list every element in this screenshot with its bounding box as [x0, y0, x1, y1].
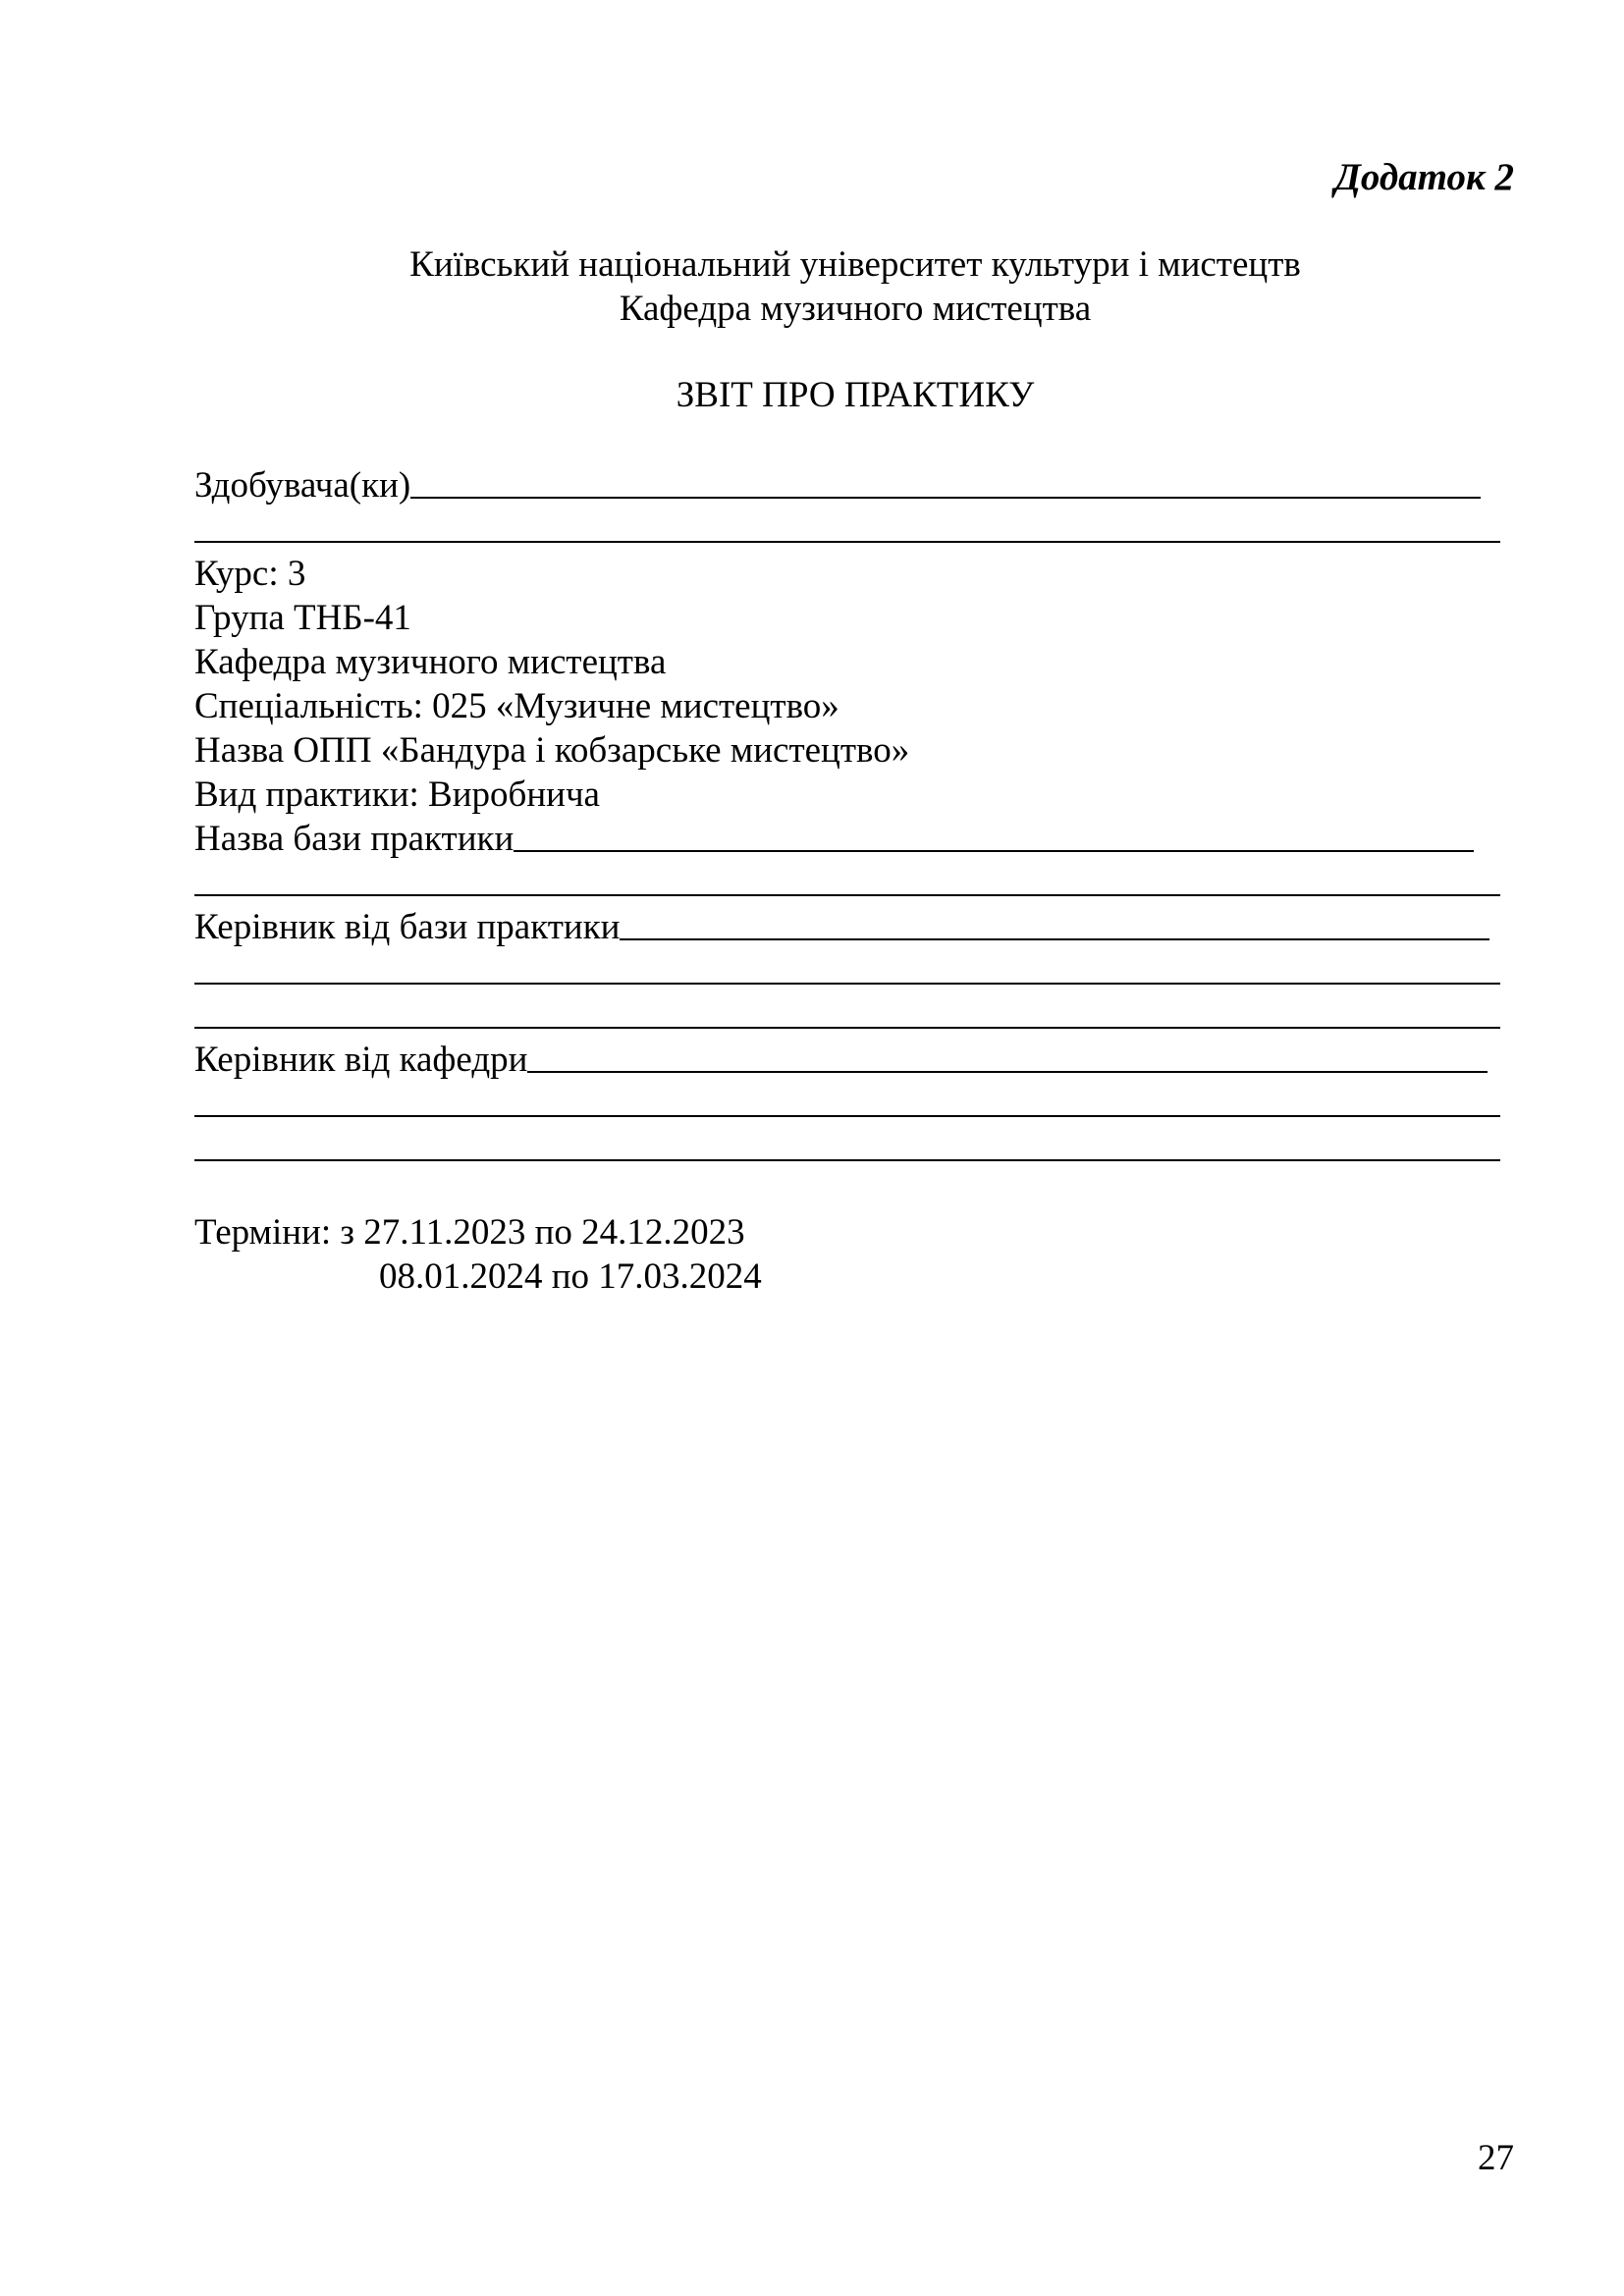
practice-type-text: Вид практики: Виробнича — [194, 774, 600, 815]
department-name: Кафедра музичного мистецтва — [619, 289, 1092, 329]
group-text: Група ТНБ-41 — [194, 598, 411, 638]
base-supervisor-field — [194, 905, 1516, 949]
base-supervisor-label: Керівник від бази практики — [194, 907, 621, 947]
specialty-text: Спеціальність: 025 «Музичне мистецтво» — [194, 686, 839, 726]
department-supervisor-field — [194, 1038, 1516, 1082]
department-text: Кафедра музичного мистецтва — [194, 642, 667, 682]
practice-base-field — [194, 817, 1516, 861]
practice-base-blank-line-2[interactable] — [194, 861, 1516, 905]
student-field — [194, 463, 1516, 507]
program-text: Назва ОПП «Бандура і кобзарське мистецтво» — [194, 730, 910, 771]
practice-base-label: Назва бази практики — [194, 819, 514, 859]
document-header — [194, 242, 1516, 331]
student-blank-line-2[interactable] — [194, 507, 1516, 552]
base-supervisor-blank-line[interactable] — [620, 938, 1489, 940]
practice-base-blank-line[interactable] — [514, 850, 1474, 852]
dates-line-2: 08.01.2024 по 17.03.2024 — [379, 1256, 762, 1297]
report-form — [194, 463, 1516, 1170]
department-supervisor-blank-line[interactable] — [527, 1071, 1488, 1073]
base-supervisor-blank-line-3[interactable] — [194, 993, 1516, 1038]
appendix-label: Додаток 2 — [1334, 156, 1514, 198]
student-blank-line[interactable] — [410, 497, 1481, 499]
dates-line-1: Терміни: з 27.11.2023 по 24.12.2023 — [194, 1212, 745, 1253]
practice-dates — [194, 1210, 762, 1299]
page-number: 27 — [1478, 2138, 1514, 2178]
university-name: Київський національний університет культури і мистецтв — [409, 244, 1301, 285]
department-supervisor-blank-line-2[interactable] — [194, 1082, 1516, 1126]
document-title: ЗВІТ ПРО ПРАКТИКУ — [676, 375, 1035, 415]
student-label: Здобувача(ки) — [194, 465, 411, 506]
department-supervisor-blank-line-3[interactable] — [194, 1126, 1516, 1170]
department-supervisor-label: Керівник від кафедри — [194, 1040, 528, 1080]
base-supervisor-blank-line-2[interactable] — [194, 949, 1516, 993]
course-text: Курс: 3 — [194, 554, 306, 594]
